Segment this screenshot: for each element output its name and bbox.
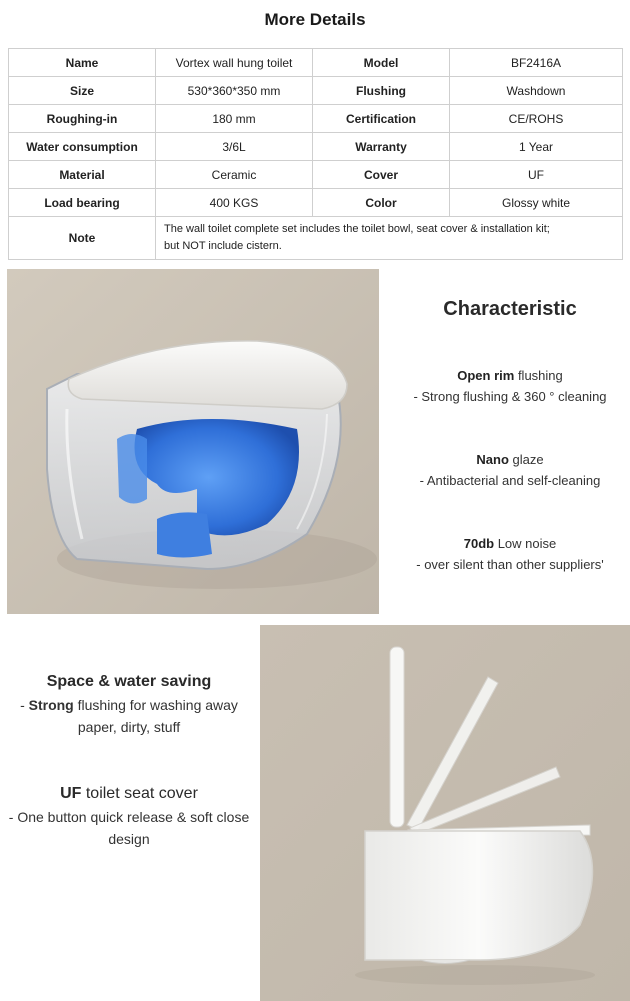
page-title: More Details <box>264 10 366 29</box>
table-row <box>9 133 623 161</box>
spec-key: Load bearing <box>9 189 156 217</box>
spec-value: UF <box>450 161 623 189</box>
seat-heading-rest: toilet seat cover <box>81 785 198 802</box>
feature-desc: - Antibacterial and self-cleaning <box>419 473 601 488</box>
note-line-1: The wall toilet complete set includes the toilet bowl, seat cover & installation kit; <box>164 223 550 235</box>
feature-desc: - Strong flushing & 360 ° cleaning <box>413 389 607 404</box>
spec-key: Size <box>9 77 156 105</box>
characteristic-section <box>390 269 630 614</box>
spec-key: Water consumption <box>9 133 156 161</box>
table-row <box>9 105 623 133</box>
spec-key: Cover <box>313 161 450 189</box>
feature-title-bold: 70db <box>463 536 495 551</box>
spec-key: Flushing <box>313 77 450 105</box>
spec-key: Certification <box>313 105 450 133</box>
spec-table <box>8 48 623 260</box>
feature-nano-glaze <box>390 449 630 491</box>
saving-section <box>8 670 250 850</box>
seat-heading <box>8 782 250 806</box>
spec-key: Roughing-in <box>9 105 156 133</box>
spec-key: Name <box>9 49 156 77</box>
spec-key: Warranty <box>313 133 450 161</box>
saving-desc-rest: flushing for washing away paper, dirty, stuff <box>73 697 238 735</box>
feature-title-rest: flushing <box>514 368 563 383</box>
spec-value: BF2416A <box>450 49 623 77</box>
spec-key: Model <box>313 49 450 77</box>
feature-title <box>390 365 630 386</box>
spec-key: Material <box>9 161 156 189</box>
note-row <box>9 217 623 260</box>
table-row <box>9 49 623 77</box>
feature-title <box>390 449 630 470</box>
spec-value: 3/6L <box>156 133 313 161</box>
spec-value: Glossy white <box>450 189 623 217</box>
note-label: Note <box>9 217 156 260</box>
table-row <box>9 77 623 105</box>
spec-value: Ceramic <box>156 161 313 189</box>
feature-desc: - over silent than other suppliers' <box>416 557 604 572</box>
saving-desc-bold: Strong <box>28 697 74 713</box>
spec-value: CE/ROHS <box>450 105 623 133</box>
spec-value: 180 mm <box>156 105 313 133</box>
spec-value: 400 KGS <box>156 189 313 217</box>
feature-title-bold: Open rim <box>457 368 515 383</box>
note-text <box>156 217 623 260</box>
spec-value: 530*360*350 mm <box>156 77 313 105</box>
feature-title <box>390 533 630 554</box>
characteristic-heading: Characteristic <box>443 298 577 320</box>
feature-open-rim <box>390 365 630 407</box>
note-line-2: but NOT include cistern. <box>164 240 282 252</box>
spec-value: Vortex wall hung toilet <box>156 49 313 77</box>
spec-value: 1 Year <box>450 133 623 161</box>
feature-low-noise <box>390 533 630 575</box>
feature-title-rest: Low noise <box>494 536 557 551</box>
soft-close-toilet-image <box>260 625 630 1001</box>
seat-heading-bold: UF <box>60 785 82 802</box>
feature-title-rest: glaze <box>508 452 544 467</box>
saving-desc: - Strong flushing for washing away paper, dirty, stuff <box>20 697 238 735</box>
table-row <box>9 189 623 217</box>
spec-key: Color <box>313 189 450 217</box>
transparent-toilet-image <box>7 269 379 614</box>
spec-value: Washdown <box>450 77 623 105</box>
feature-title-bold: Nano <box>476 452 509 467</box>
saving-heading-text: Space & water saving <box>46 673 212 690</box>
table-row <box>9 161 623 189</box>
seat-desc: - One button quick release & soft close design <box>8 809 250 847</box>
saving-heading <box>8 670 250 694</box>
